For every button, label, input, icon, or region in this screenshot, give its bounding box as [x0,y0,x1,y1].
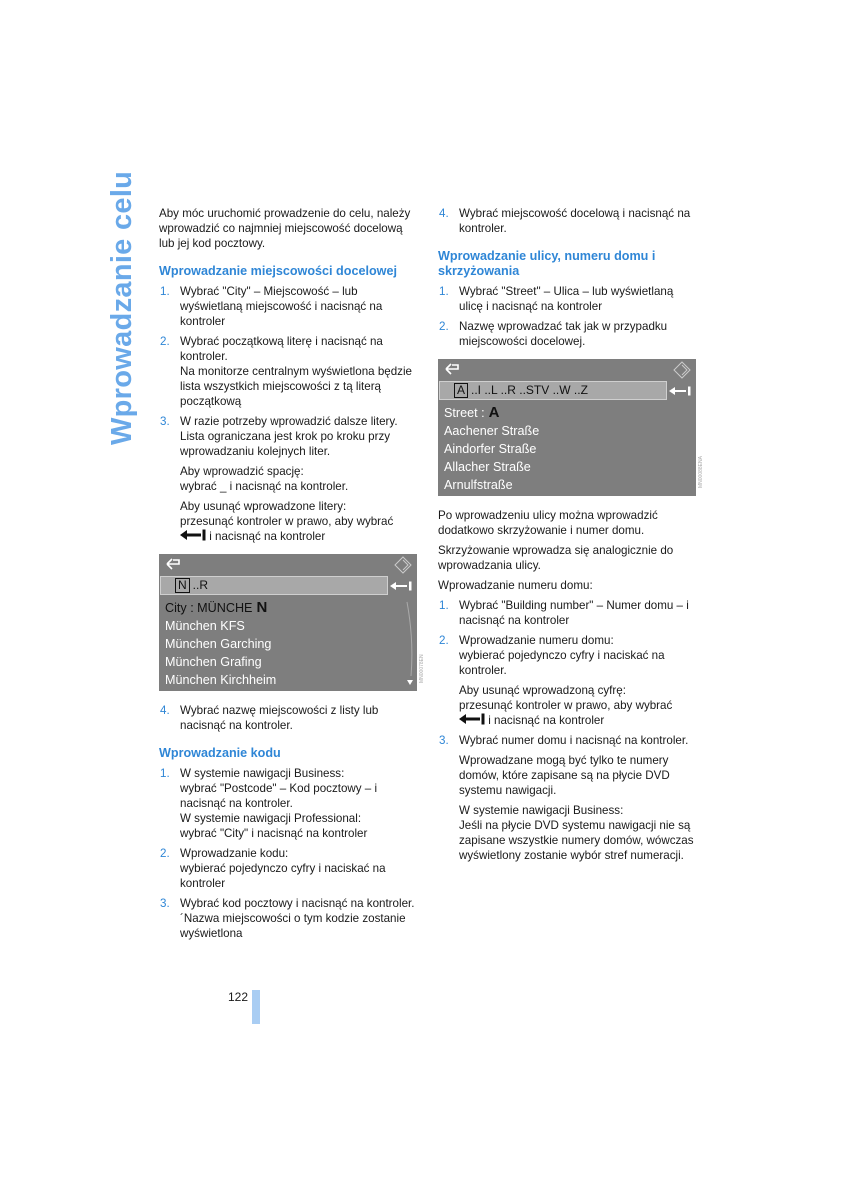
delete-arrow-icon [180,529,206,541]
step-text: Wybrać kod pocztowy i nacisnąć na kontroler.´Nazwa miejscowości o tym kodzie zostanie wyświetlona [180,897,415,940]
list-item [159,766,421,841]
list-item [438,284,700,314]
step-number: 1. [439,599,449,612]
step-line: W systemie nawigacji Professional: [180,812,362,825]
sub-line: W systemie nawigacji Business: [459,804,624,817]
row-label: Arnulfstraße [444,478,513,492]
list-item[interactable] [165,635,407,653]
street-list [444,404,686,494]
image-code: MN00078EN [419,654,425,683]
screen-street-input [438,359,704,496]
step-text: W razie potrzeby wprowadzić dalsze litery. Lista ograniczana jest krok po kroku przy wprowadzaniu kolejnych liter. [180,415,398,458]
step-number: 2. [439,320,449,333]
step-line: wybierać pojedynczo cyfry i naciskać na kontroler. [459,649,665,677]
list-item [438,598,700,628]
step-number: 4. [439,207,449,220]
step-number: 3. [439,734,449,747]
step-text: Nazwę wprowadzać tak jak w przypadku miejscowości docelowej. [459,320,668,348]
list-item[interactable] [444,440,686,458]
list-item[interactable] [165,671,407,689]
remaining-letters: ..R [192,578,209,592]
speller-input[interactable] [439,381,667,400]
intro-paragraph: Aby móc uruchomić prowadzenie do celu, należy wprowadzić co najmniej miejscowość docelową lub jej kod pocztowy. [159,207,411,250]
back-arrow-icon[interactable] [444,362,462,380]
list-item [159,896,421,941]
house-number-steps [438,598,700,863]
sub-line: Aby wprowadzić spację: [180,465,304,478]
row-label: München Kirchheim [165,673,277,687]
paragraph: Skrzyżowanie wprowadza się analogicznie do wprowadzania ulicy. [438,544,674,572]
sub-line: Aby usunąć wprowadzoną cyfrę: [459,684,626,697]
page-marker [252,990,260,1024]
list-item [159,334,421,409]
step-line: wybrać "Postcode" – Kod pocztowy – i nacisnąć na kontroler. [180,782,378,810]
section-heading-street: Wprowadzanie ulicy, numeru domu i skrzyżowania [438,249,656,278]
step-sub [180,499,421,544]
delete-arrow-icon [459,713,485,725]
screen-topbar [159,554,417,574]
left-column [159,206,425,947]
row-label: München Garching [165,637,272,651]
step-number: 1. [439,285,449,298]
controller-icon [394,556,412,578]
paragraph: Po wprowadzeniu ulicy można wprowadzić dodatkowo skrzyżowanie i numer domu. [438,509,658,537]
page-number: 122 [227,990,248,1004]
step-text: Wprowadzanie numeru domu: [459,634,614,647]
controller-icon [673,361,691,383]
step-text: Wybrać "Street" – Ulica – lub wyświetlaną ulicę i nacisnąć na kontroler [459,285,674,313]
sub-line: Jeśli na płycie DVD systemu nawigacji nie są zapisane wszystkie numery domów, wówczas wyświetlony zostanie wybór stref numeracji. [459,819,694,862]
list-item [438,633,700,728]
step-text: Wybrać nazwę miejscowości z listy lub nacisnąć na kontroler. [180,704,379,732]
row-letter: A [488,404,500,421]
step-text: Wybrać miejscowość docelową i nacisnąć na kontroler. [459,207,691,235]
row-label: Allacher Straße [444,460,531,474]
side-title: Wprowadzanie celu [106,170,138,445]
list-item[interactable] [444,404,686,422]
step-text: Wprowadzanie kodu: [180,847,289,860]
list-item[interactable] [444,458,686,476]
image-code: MN00088ENA [698,456,704,488]
sub-line: Aby usunąć wprowadzone litery: [180,500,347,513]
delete-arrow-icon[interactable] [669,385,691,400]
list-item[interactable] [444,476,686,494]
delete-arrow-icon[interactable] [390,580,412,595]
city-list [165,599,407,689]
step-number: 4. [160,704,170,717]
row-label: München Grafing [165,655,262,669]
screen-city-input [159,554,425,691]
list-item [159,846,421,891]
speller-input[interactable] [160,576,388,595]
scrollbar[interactable] [405,600,415,688]
list-item[interactable] [444,422,686,440]
step-sub: Wprowadzane mogą być tylko te numery domów, które zapisane są na płycie DVD systemu nawigacji. [459,754,670,797]
step-text: Wybrać "City" – Miejscowość – lub wyświetlaną miejscowość i nacisnąć na kontroler [180,285,383,328]
section-heading-destination: Wprowadzanie miejscowości docelowej [159,264,397,278]
screen-topbar [438,359,696,379]
step-number: 3. [160,415,170,428]
step-number: 3. [160,897,170,910]
step-number: 1. [160,767,170,780]
step-number: 1. [160,285,170,298]
step-text: Wybrać numer domu i nacisnąć na kontroler. [459,734,689,747]
step-number: 2. [160,847,170,860]
step-sub [459,803,700,863]
selected-letter: A [454,383,468,398]
step-line: wybierać pojedynczo cyfry i naciskać na kontroler [180,862,386,890]
list-item [159,703,421,733]
sub-line: wybrać _ i nacisnąć na kontroler. [180,480,349,493]
step-text: W systemie nawigacji Business: [180,767,345,780]
destination-steps [159,284,421,544]
row-label: München KFS [165,619,245,633]
paragraph: Wprowadzanie numeru domu: [438,579,593,592]
list-item [159,414,421,544]
sub-line: i nacisnąć na kontroler [488,714,605,727]
step-text: Wybrać "Building number" – Numer domu – i nacisnąć na kontroler [459,599,689,627]
step-text: Wybrać początkową literę i nacisnąć na kontroler. [180,335,383,363]
step-number: 2. [160,335,170,348]
section-heading-code: Wprowadzanie kodu [159,746,281,760]
step-sub [180,464,421,494]
destination-steps-cont [159,703,421,733]
row-label: Aachener Straße [444,424,540,438]
row-label: Street : [444,406,485,420]
sub-line: i nacisnąć na kontroler [209,530,326,543]
code-steps [159,766,421,941]
step-extra: Na monitorze centralnym wyświetlona będzie lista wszystkich miejscowości z tą literą początkową [180,365,412,408]
right-column [438,206,704,869]
list-item[interactable] [165,617,407,635]
list-item[interactable] [165,653,407,671]
remaining-letters: ..I ..L ..R ..STV ..W ..Z [471,383,588,397]
list-item[interactable] [165,599,407,617]
street-steps [438,284,700,349]
back-arrow-icon[interactable] [165,557,183,575]
list-item [438,319,700,349]
step-sub [459,683,700,728]
row-label: Aindorfer Straße [444,442,537,456]
row-label: City : MÜNCHE [165,601,253,615]
sub-line: przesunąć kontroler w prawo, aby wybrać [459,699,673,712]
selected-letter: N [175,578,190,593]
step-number: 2. [439,634,449,647]
destination-steps-end [438,206,700,236]
step-line: wybrać "City" i nacisnąć na kontroler [180,827,368,840]
row-letter: N [256,599,268,616]
list-item [438,206,700,236]
sub-line: przesunąć kontroler w prawo, aby wybrać [180,515,394,528]
list-item [438,733,700,863]
list-item [159,284,421,329]
